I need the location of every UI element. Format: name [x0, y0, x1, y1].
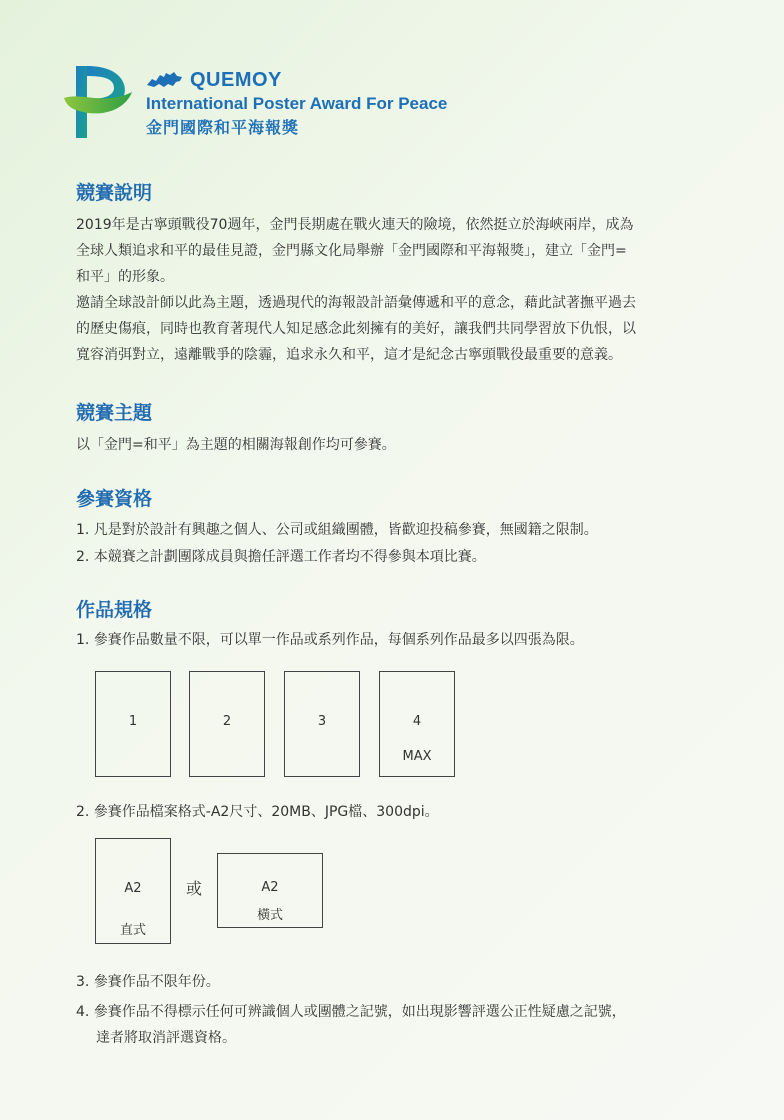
specs-item-3: 3. 參賽作品不限年份。 — [76, 974, 220, 990]
intro-line: 的歷史傷痕，同時也教育著現代人知足感念此刻擁有的美好，讓我們共同學習放下仇恨，以 — [76, 321, 636, 337]
poster-box-label: 4 — [412, 714, 422, 729]
specs-item-1: 1. 參賽作品數量不限，可以單一作品或系列作品，每個系列作品最多以四張為限。 — [76, 632, 584, 648]
specs-heading: 作品規格 — [76, 599, 153, 621]
poster-box-4 — [379, 671, 455, 777]
theme-text: 以「金門=和平」為主題的相關海報創作均可參賽。 — [76, 437, 396, 453]
portrait-size: A2 — [124, 881, 142, 896]
eligibility-item: 2. 本競賽之計劃團隊成員與擔任評選工作者均不得參與本項比賽。 — [76, 549, 486, 565]
brand-block — [146, 68, 447, 138]
intro-line: 2019年是古寧頭戰役70週年，金門長期處在戰火連天的險境，依然挺立於海峽兩岸，成為 — [76, 217, 634, 233]
portrait-orientation: 直式 — [119, 923, 146, 938]
intro-line: 和平」的形象。 — [76, 269, 174, 285]
intro-line: 邀請全球設計師以此為主題，透過現代的海報設計語彙傳遞和平的意念，藉此試著撫平過去 — [76, 295, 636, 311]
eligibility-heading: 參賽資格 — [76, 488, 153, 510]
or-label: 或 — [186, 879, 203, 898]
specs-item-4: 4. 參賽作品不得標示任何可辨識個人或團體之記號，如出現影響評選公正性疑慮之記號， — [76, 1004, 626, 1020]
intro-paragraph — [76, 212, 636, 368]
portrait-a2-box — [95, 838, 171, 944]
brand-subtitle: International Poster Award For Peace — [146, 94, 448, 113]
brand-title — [146, 68, 447, 92]
poster-box-3 — [284, 671, 360, 777]
island-silhouette-icon — [146, 71, 184, 89]
specs-item-2: 2. 參賽作品檔案格式-A2尺寸、20MB、JPG檔、300dpi。 — [76, 804, 439, 820]
eligibility-item: 1. 凡是對於設計有興趣之個人、公司或組織團體，皆歡迎投稿參賽，無國籍之限制。 — [76, 522, 598, 538]
poster-box-label: 3 — [317, 714, 327, 729]
landscape-size: A2 — [261, 880, 279, 895]
landscape-a2-box — [217, 853, 323, 928]
brand-name: QUEMOY — [190, 68, 282, 91]
poster-box-label: 1 — [128, 714, 138, 729]
intro-heading: 競賽說明 — [76, 182, 153, 204]
max-label: MAX — [402, 749, 432, 764]
poster-box-2 — [189, 671, 265, 777]
specs-item-4-cont: 達者將取消評選資格。 — [96, 1030, 236, 1046]
intro-line: 寬容消弭對立，遠離戰爭的陰霾，追求永久和平，這才是紀念古寧頭戰役最重要的意義。 — [76, 347, 622, 363]
poster-box-label: 2 — [222, 714, 232, 729]
theme-heading: 競賽主題 — [76, 402, 153, 424]
brand-chinese-name: 金門國際和平海報獎 — [146, 118, 300, 137]
intro-line: 全球人類追求和平的最佳見證，金門縣文化局舉辦「金門國際和平海報獎」，建立「金門= — [76, 243, 627, 259]
letter-p-leaf-logo — [62, 62, 142, 142]
poster-box-1 — [95, 671, 171, 777]
landscape-orientation: 橫式 — [256, 908, 283, 923]
